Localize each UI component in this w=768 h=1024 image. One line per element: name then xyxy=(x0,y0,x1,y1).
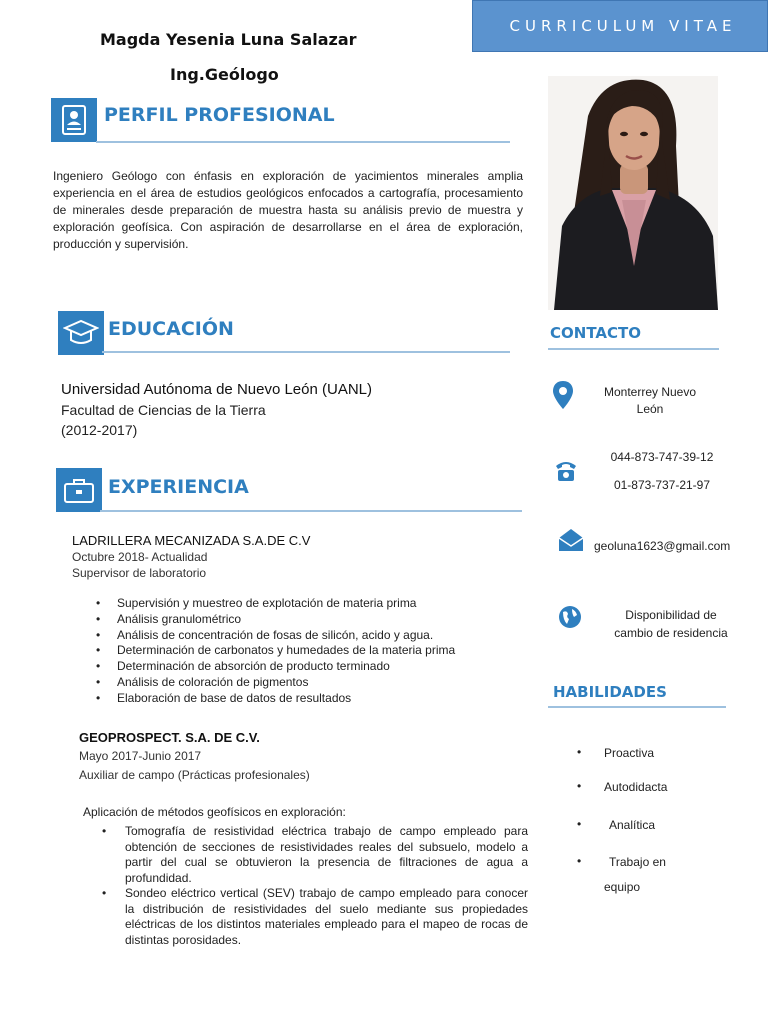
location-line-2: León xyxy=(636,402,664,416)
profile-photo xyxy=(548,76,718,310)
job-date: Mayo 2017-Junio 2017 xyxy=(79,749,202,763)
job-company: GEOPROSPECT. S.A. DE C.V. xyxy=(79,730,260,745)
educacion-heading: EDUCACIÓN xyxy=(108,318,234,340)
contact-location xyxy=(590,384,710,418)
contact-email[interactable]: geoluna1623@gmail.com xyxy=(594,539,731,553)
skill-bullet: • xyxy=(577,779,582,793)
list-item: • Determinación de carbonatos y humedades de la materia prima xyxy=(96,643,516,659)
profile-document-icon xyxy=(51,98,97,142)
list-item: • Análisis de coloración de pigmentos xyxy=(96,675,516,691)
graduation-cap-icon xyxy=(58,311,104,355)
habilidades-divider xyxy=(548,706,726,708)
education-faculty: Facultad de Ciencias de la Tierra xyxy=(61,402,266,418)
location-pin-icon xyxy=(552,380,574,415)
contacto-divider xyxy=(548,348,719,350)
skill-bullet: • xyxy=(577,817,582,831)
candidate-title: Ing.Geólogo xyxy=(170,65,279,84)
skill-item: Analítica xyxy=(609,818,656,832)
location-line-1: Monterrey Nuevo xyxy=(603,385,697,399)
experiencia-divider xyxy=(100,510,522,512)
educacion-divider xyxy=(102,351,510,353)
perfil-text: Ingeniero Geólogo con énfasis en exploración de yacimientos minerales amplia experiencia en el área de estudios geológicos enfocados a cartografía, procesamiento de minerales desde preparación de muestra hasta su análisis previo de muestra y exploración geofísica. Con aspiración de desarrollarse en el área de exploración, producción y supervisión. xyxy=(53,169,523,251)
experiencia-heading: EXPERIENCIA xyxy=(108,476,249,498)
contact-phone-1[interactable]: 044-873-747-39-12 xyxy=(610,450,714,464)
contact-phone-2[interactable]: 01-873-737-21-97 xyxy=(613,478,711,492)
job-role: Supervisor de laboratorio xyxy=(72,566,207,580)
job-intro: Aplicación de métodos geofísicos en exploración: xyxy=(83,805,346,819)
list-item: • Supervisión y muestreo de explotación de materia prima xyxy=(96,596,516,612)
contacto-heading: CONTACTO xyxy=(550,324,641,342)
list-item: • Sondeo eléctrico vertical (SEV) trabajo de campo empleado para conocer la distribución de resistividades del suelo mediante sus propiedades eléctricas de los distintos materiales empleado para el mapeo de rocas de distintas porosidades. xyxy=(100,886,528,948)
list-item: • Análisis granulométrico xyxy=(96,612,516,628)
habilidades-heading: HABILIDADES xyxy=(553,683,667,701)
job-date: Octubre 2018- Actualidad xyxy=(72,550,208,564)
globe-icon xyxy=(558,605,582,634)
skill-item: Proactiva xyxy=(604,746,655,760)
perfil-heading: PERFIL PROFESIONAL xyxy=(104,104,335,126)
job-task-list xyxy=(100,824,528,948)
job-company: LADRILLERA MECANIZADA S.A.DE C.V xyxy=(72,533,311,548)
job-role: Auxiliar de campo (Prácticas profesionales) xyxy=(79,768,310,782)
list-item: • Elaboración de base de datos de resultados xyxy=(96,691,516,707)
availability-line-1: Disponibilidad de xyxy=(625,608,717,622)
list-item: • Determinación de absorción de producto terminado xyxy=(96,659,516,675)
list-item: • Análisis de concentración de fosas de silicón, acido y agua. xyxy=(96,628,516,644)
list-item: • Tomografía de resistividad eléctrica trabajo de campo empleado para obtención de secciones de resistividades reales del subsuelo, modelo a partir del cual se obtuvieron la presencia de filtraciones de agua a profundidad. xyxy=(100,824,528,886)
skill-bullet: • xyxy=(577,745,582,759)
contact-availability xyxy=(606,606,736,642)
education-years: (2012-2017) xyxy=(61,422,138,438)
skill-item: Trabajo en xyxy=(609,855,666,869)
skill-bullet: • xyxy=(577,854,582,868)
briefcase-icon xyxy=(56,468,102,512)
perfil-divider xyxy=(96,141,510,143)
education-school: Universidad Autónoma de Nuevo León (UANL) xyxy=(61,381,373,398)
candidate-name: Magda Yesenia Luna Salazar xyxy=(100,30,357,49)
job-task-list xyxy=(96,596,516,707)
cv-banner: CURRICULUM VITAE xyxy=(472,0,768,52)
skill-item: Autodidacta xyxy=(604,780,668,794)
availability-line-2: cambio de residencia xyxy=(614,626,728,640)
skill-item: equipo xyxy=(604,880,641,894)
telephone-icon xyxy=(554,458,578,487)
envelope-icon xyxy=(558,528,584,557)
